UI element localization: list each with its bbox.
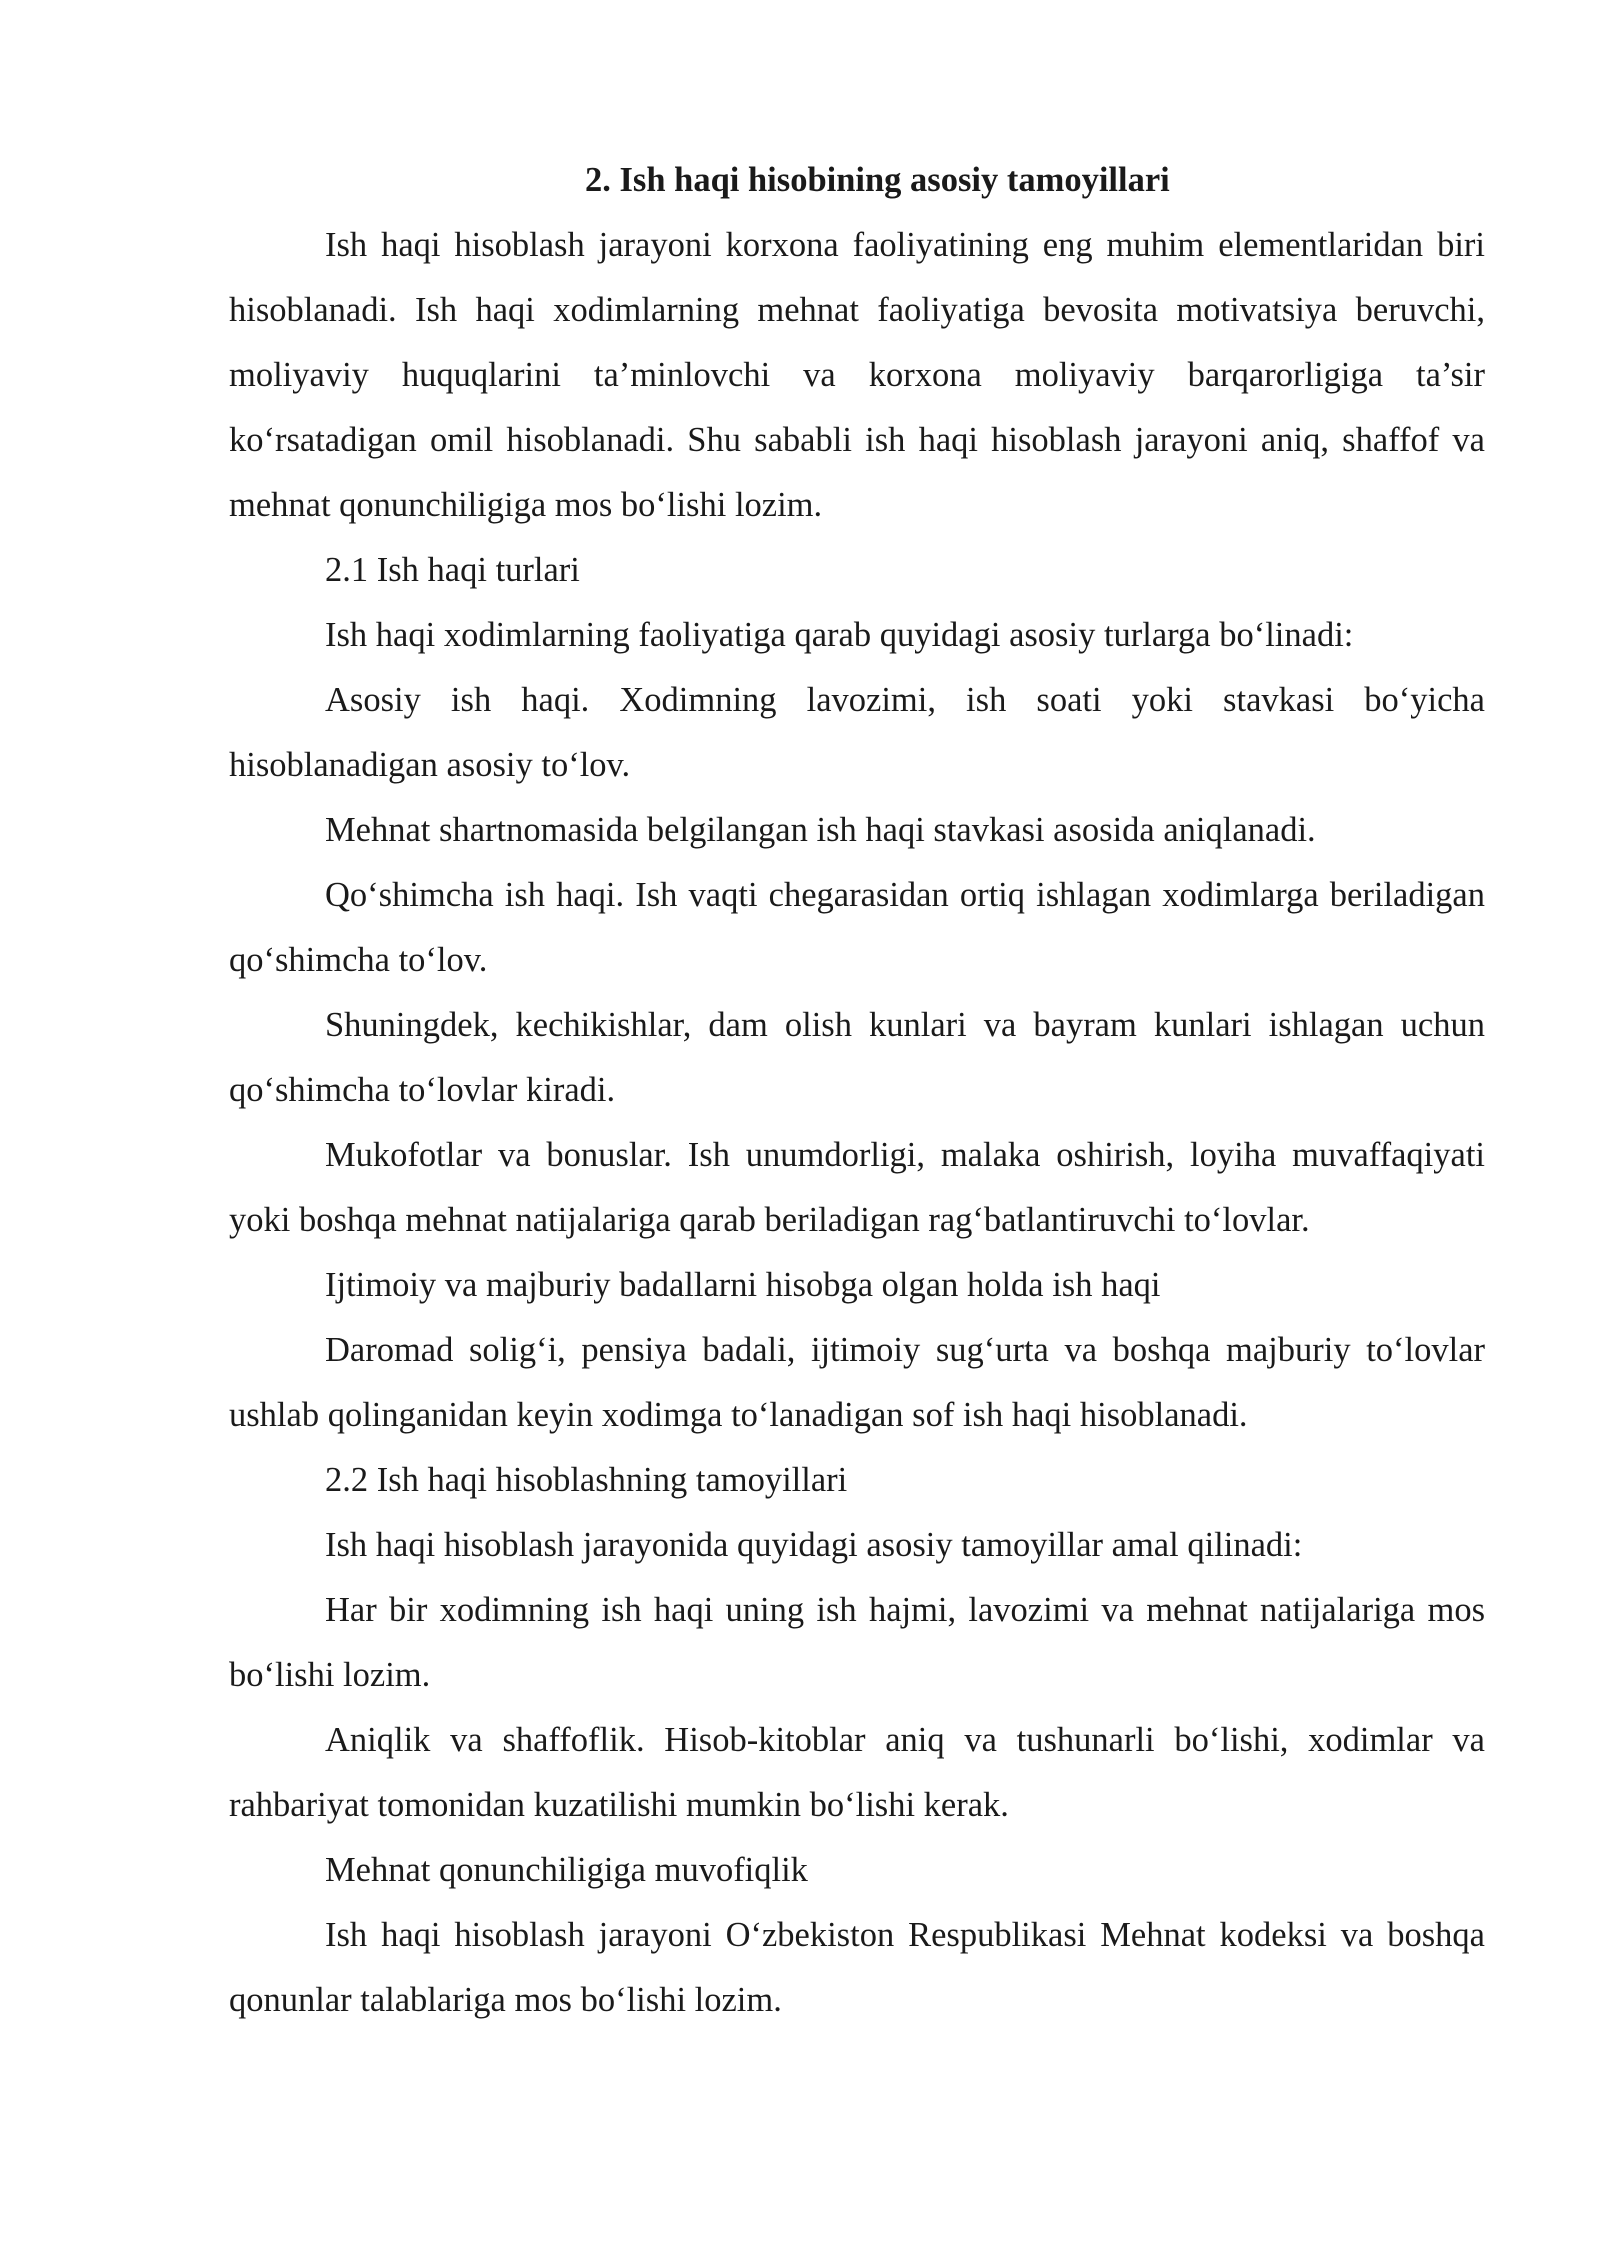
- basic-salary-paragraph: Asosiy ish haqi. Xodimning lavozimi, ish soati yoki stavkasi bo‘yicha hisoblanadigan asosiy to‘lov.: [229, 681, 1485, 784]
- document-body: [229, 148, 1485, 2033]
- labor-code-paragraph: Ish haqi hisoblash jarayoni O‘zbekiston Respublikasi Mehnat kodeksi va boshqa qonunlar talablariga mos bo‘lishi lozim.: [229, 1916, 1485, 2019]
- principles-intro: Ish haqi hisoblash jarayonida quyidagi asosiy tamoyillar amal qilinadi:: [325, 1526, 1303, 1564]
- subsection-title-salary-types: 2.1 Ish haqi turlari: [325, 551, 580, 589]
- employment-contract-paragraph: Mehnat shartnomasida belgilangan ish haqi stavkasi asosida aniqlanadi.: [325, 811, 1316, 849]
- intro-paragraph: Ish haqi hisoblash jarayoni korxona faoliyatining eng muhim elementlaridan biri hisoblanadi. Ish haqi xodimlarning mehnat faoliyatiga bevosita motivatsiya beruvchi, moliyaviy huquqlarini ta’minlovchi va korxona moliyaviy barqarorligiga ta’sir ko‘rsatadigan omil hisoblanadi. Shu sababli ish haqi hisoblash jarayoni aniq, shaffof va mehnat qonunchiligiga mos bo‘lishi lozim.: [229, 226, 1485, 524]
- bonuses-paragraph: Mukofotlar va bonuslar. Ish unumdorligi, malaka oshirish, loyiha muvaffaqiyati yoki boshqa mehnat natijalariga qarab beriladigan rag‘batlantiruvchi to‘lovlar.: [229, 1136, 1485, 1239]
- salary-types-intro: Ish haqi xodimlarning faoliyatiga qarab quyidagi asosiy turlarga bo‘linadi:: [325, 616, 1354, 654]
- section-heading: 2. Ish haqi hisobining asosiy tamoyillari: [585, 161, 1170, 199]
- transparency-paragraph: Aniqlik va shaffoflik. Hisob-kitoblar aniq va tushunarli bo‘lishi, xodimlar va rahbariyat tomonidan kuzatilishi mumkin bo‘lishi kerak.: [229, 1721, 1485, 1824]
- labor-law-compliance-title: Mehnat qonunchiligiga muvofiqlik: [325, 1851, 808, 1889]
- social-contributions-paragraph: Ijtimoiy va majburiy badallarni hisobga olgan holda ish haqi: [325, 1266, 1161, 1304]
- net-salary-paragraph: Daromad solig‘i, pensiya badali, ijtimoiy sug‘urta va boshqa majburiy to‘lovlar ushlab qolinganidan keyin xodimga to‘lanadigan sof ish haqi hisoblanadi.: [229, 1331, 1485, 1434]
- additional-payments-paragraph: Shuningdek, kechikishlar, dam olish kunlari va bayram kunlari ishlagan uchun qo‘shimcha to‘lovlar kiradi.: [229, 1006, 1485, 1109]
- subsection-title-principles: 2.2 Ish haqi hisoblashning tamoyillari: [325, 1461, 848, 1499]
- additional-salary-paragraph: Qo‘shimcha ish haqi. Ish vaqti chegarasidan ortiq ishlagan xodimlarga beriladigan qo‘shimcha to‘lov.: [229, 876, 1485, 979]
- fairness-paragraph: Har bir xodimning ish haqi uning ish hajmi, lavozimi va mehnat natijalariga mos bo‘lishi lozim.: [229, 1591, 1485, 1694]
